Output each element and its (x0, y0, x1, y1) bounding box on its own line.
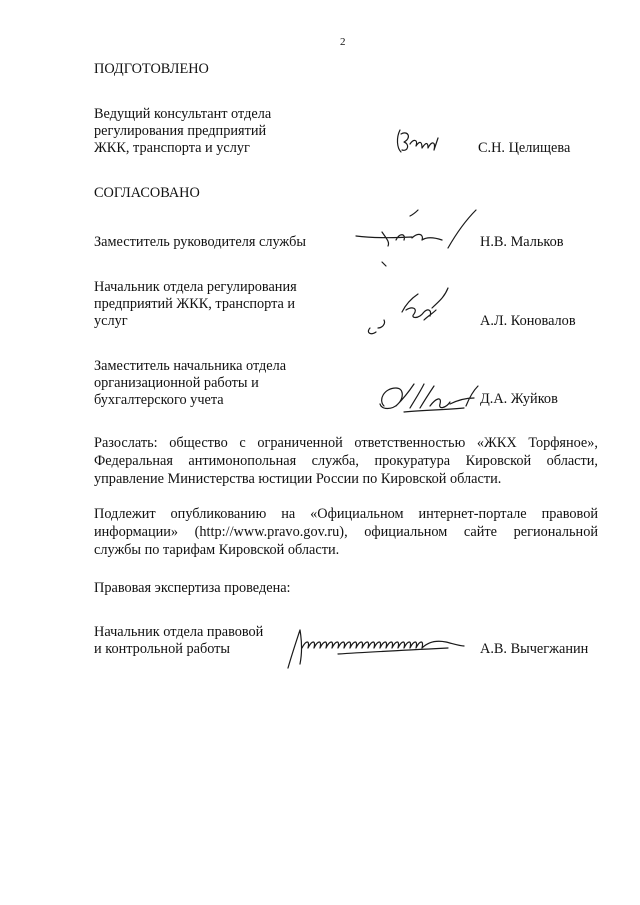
agreed-position-2: Начальник отдела регулирования предприятий ЖКК, транспорта и услуг (94, 279, 297, 329)
agreed-position-1: Заместитель руководителя службы (94, 234, 307, 250)
prepared-name: С.Н. Целищева (478, 140, 571, 156)
page-number: 2 (340, 36, 346, 48)
prepared-heading: ПОДГОТОВЛЕНО (94, 61, 209, 77)
prepared-position: Ведущий консультант отдела регулирования предприятий ЖКК, транспорта и услуг (94, 106, 272, 156)
legal-position: Начальник отдела правовой и контрольной работы (94, 624, 264, 657)
signature-vychegzhanin (278, 624, 468, 674)
agreed-name-3: Д.А. Жуйков (480, 391, 558, 407)
signature-tselishcheva (392, 124, 452, 160)
signature-zhuykov (374, 376, 484, 420)
legal-review-heading: Правовая экспертиза проведена: (94, 580, 291, 596)
agreed-name-2: А.Л. Коновалов (480, 313, 576, 329)
signature-konovalov (362, 280, 458, 340)
agreed-name-1: Н.В. Мальков (480, 234, 564, 250)
distribution-paragraph: Разослать: общество с ограниченной ответственностью «ЖКХ Торфяное», Федеральная антимонопольная служба, прокуратура Кировской области, управление Министерства юстиции России по Кировской области. (94, 435, 598, 487)
publication-paragraph: Подлежит опубликованию на «Официальном интернет-портале правовой информации» (http://www.pravo.gov.ru), официальном сайте региональной службы по тарифам Кировской области. (94, 506, 598, 558)
agreed-position-3: Заместитель начальника отдела организационной работы и бухгалтерского учета (94, 358, 287, 408)
legal-name: А.В. Вычегжанин (480, 641, 589, 657)
agreed-heading: СОГЛАСОВАНО (94, 185, 200, 201)
signature-malkov (352, 204, 482, 274)
